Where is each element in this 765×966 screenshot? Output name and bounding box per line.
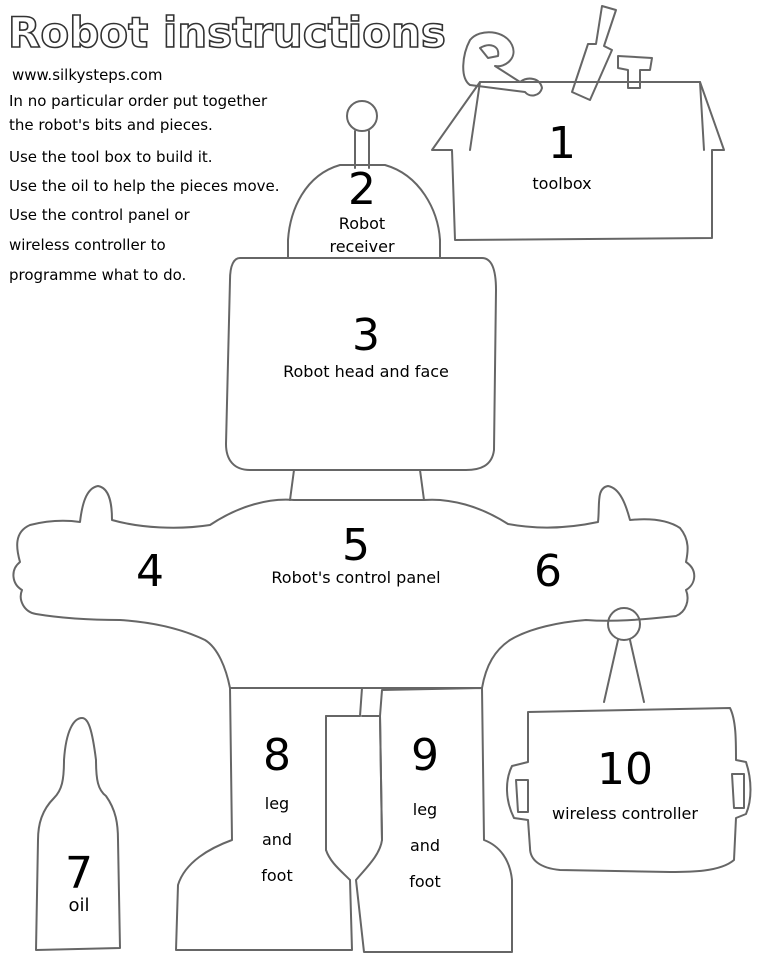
part-5-label (250, 520, 462, 588)
controller-ball-outline (608, 608, 640, 640)
part-number: 5 (342, 520, 370, 571)
part-text: foot (409, 872, 441, 891)
part-text: foot (261, 866, 293, 885)
instruction-line: the robot's bits and pieces. (9, 116, 213, 134)
part-name: toolbox (532, 174, 592, 193)
part-text: leg (264, 794, 290, 813)
part-8-label (250, 730, 304, 886)
website-url[interactable]: www.silkysteps.com (12, 66, 163, 84)
part-text: and (409, 836, 441, 855)
part-4-number: 4 (136, 546, 164, 597)
part-name: Robot's control panel (271, 568, 441, 587)
part-number: 3 (352, 310, 380, 361)
receiver-ball-outline (347, 101, 377, 131)
part-number: 1 (548, 118, 576, 169)
part-1-label (520, 118, 604, 194)
instruction-line: programme what to do. (9, 266, 187, 284)
part-number: 2 (348, 164, 376, 215)
part-number: 9 (411, 730, 439, 781)
part-name: receiver (329, 237, 395, 256)
part-name: oil (68, 895, 90, 916)
part-number: 7 (65, 848, 93, 899)
toolbox-screwdriver-outline (572, 6, 616, 100)
toolbox-wrench-outline (463, 32, 542, 95)
instruction-line: wireless controller to (9, 236, 166, 254)
instruction-line: Use the oil to help the pieces move. (9, 177, 280, 195)
part-2-label (310, 164, 414, 257)
part-text: leg (412, 800, 438, 819)
part-number: 10 (597, 744, 653, 795)
part-name: Robot (338, 214, 386, 233)
instruction-line: Use the tool box to build it. (9, 148, 213, 166)
part-name: wireless controller (552, 804, 698, 823)
part-text: and (261, 830, 293, 849)
part-10-label (540, 744, 710, 824)
toolbox-hammer-outline (618, 56, 652, 88)
part-7-label (56, 848, 102, 916)
part-6-number: 6 (534, 546, 562, 597)
instruction-line: In no particular order put together (9, 92, 268, 110)
part-number: 8 (263, 730, 291, 781)
part-9-label (398, 730, 452, 892)
part-3-label (266, 310, 466, 382)
instruction-line: Use the control panel or (9, 206, 190, 224)
page-title: Robot instructions (8, 8, 446, 57)
part-name: Robot head and face (283, 362, 449, 381)
